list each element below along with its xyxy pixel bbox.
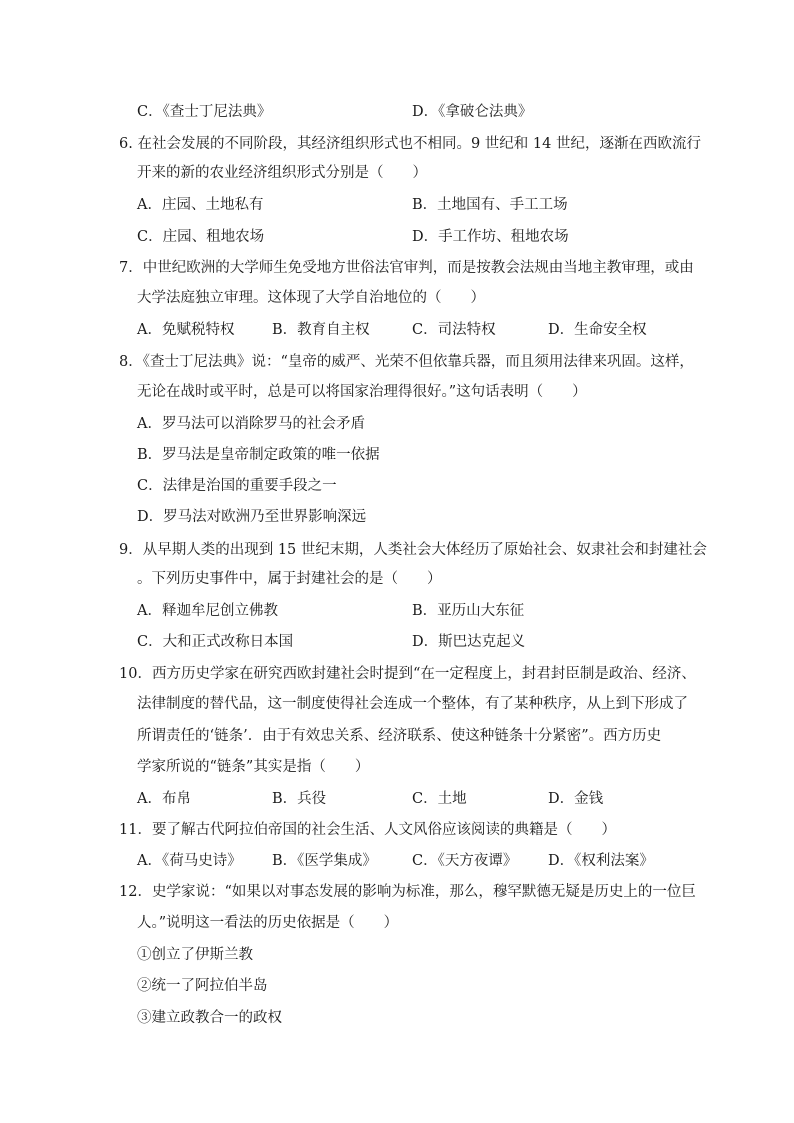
q10-stem-line-2: 法律制度的替代品，这一制度使得社会连成一个整体，有了某种秩序，从上到下形成了 — [137, 696, 688, 712]
q8-option-a: A．罗马法可以消除罗马的社会矛盾 — [137, 416, 365, 432]
q10-option-c: C．土地 — [412, 791, 467, 807]
q8-option-c: C．法律是治国的重要手段之一 — [137, 478, 337, 494]
q12-statement-1: ①创立了伊斯兰教 — [137, 947, 253, 963]
q9-stem-line-1: 9．从早期人类的出现到 15 世纪末期，人类社会大体经历了原始社会、奴隶社会和封建社会 — [119, 542, 707, 558]
q7-stem-line-1: 7．中世纪欧洲的大学师生免受地方世俗法官审判，而是按教会法规由当地主教审理，或由 — [119, 260, 694, 276]
q6-option-a: A．庄园、土地私有 — [137, 197, 264, 213]
q11-stem-line-1: 11．要了解古代阿拉伯帝国的社会生活、人文风俗应该阅读的典籍是（ ） — [119, 822, 616, 838]
q9-stem-line-2: 。下列历史事件中，属于封建社会的是（ ） — [137, 571, 442, 587]
q12-stem-line-2: 人。”说明这一看法的历史依据是（ ） — [137, 915, 399, 931]
q10-stem-line-4: 学家所说的“链条”其实是指（ ） — [137, 759, 370, 775]
q12-stem-line-1: 12．史学家说：“如果以对事态发展的影响为标准，那么，穆罕默德无疑是历史上的一位巨 — [119, 884, 696, 900]
q8-option-b: B．罗马法是皇帝制定政策的唯一依据 — [137, 447, 380, 463]
q6-option-c: C．庄园、租地农场 — [137, 229, 265, 245]
q7-option-a: A．免赋税特权 — [137, 322, 235, 338]
q10-option-b: B．兵役 — [272, 791, 327, 807]
q11-option-a: A．《荷马史诗》 — [137, 853, 242, 869]
q12-statement-3: ③建立政教合一的政权 — [137, 1010, 282, 1026]
q6-stem-line-1: 6. 在社会发展的不同阶段，其经济组织形式也不相同。9 世纪和 14 世纪，逐渐在西欧流行 — [119, 136, 701, 152]
q9-option-d: D．斯巴达克起义 — [412, 634, 526, 650]
q11-option-d: D．《权利法案》 — [548, 853, 654, 869]
q6-stem-line-2: 开来的新的农业经济组织形式分别是（ ） — [137, 165, 427, 181]
q10-option-a: A．布帛 — [137, 791, 191, 807]
q5-option-d: D．《拿破仑法典》 — [412, 104, 533, 120]
q12-statement-2: ②统一了阿拉伯半岛 — [137, 978, 268, 994]
q8-stem-line-2: 无论在战时或平时，总是可以将国家治理得很好。”这句话表明（ ） — [137, 384, 587, 400]
q11-option-c: C．《天方夜谭》 — [412, 853, 518, 869]
q6-option-d: D．手工作坊、租地农场 — [412, 229, 569, 245]
q7-option-c: C．司法特权 — [412, 322, 496, 338]
q11-option-b: B．《医学集成》 — [272, 853, 377, 869]
q9-option-c: C．大和正式改称日本国 — [137, 634, 294, 650]
q9-option-b: B．亚历山大东征 — [412, 603, 525, 619]
q7-option-d: D．生命安全权 — [548, 322, 647, 338]
q8-stem-line-1: 8．《查士丁尼法典》说：“皇帝的威严、光荣不但依靠兵器，而且须用法律来巩固。这样， — [119, 354, 694, 370]
q5-option-c: C．《查士丁尼法典》 — [137, 104, 272, 120]
q8-option-d: D．罗马法对欧洲乃至世界影响深远 — [137, 509, 367, 525]
q10-stem-line-3: 所谓责任的‘链条’．由于有效忠关系、经济联系、使这种链条十分紧密”。西方历史 — [137, 728, 662, 744]
q7-option-b: B．教育自主权 — [272, 322, 370, 338]
q7-stem-line-2: 大学法庭独立审理。这体现了大学自治地位的（ ） — [137, 290, 485, 306]
q6-option-b: B．土地国有、手工工场 — [412, 197, 568, 213]
q10-option-d: D．金钱 — [548, 791, 604, 807]
q9-option-a: A．释迦牟尼创立佛教 — [137, 603, 278, 619]
q10-stem-line-1: 10．西方历史学家在研究西欧封建社会时提到“在一定程度上，封君封臣制是政治、经济、 — [119, 666, 696, 682]
